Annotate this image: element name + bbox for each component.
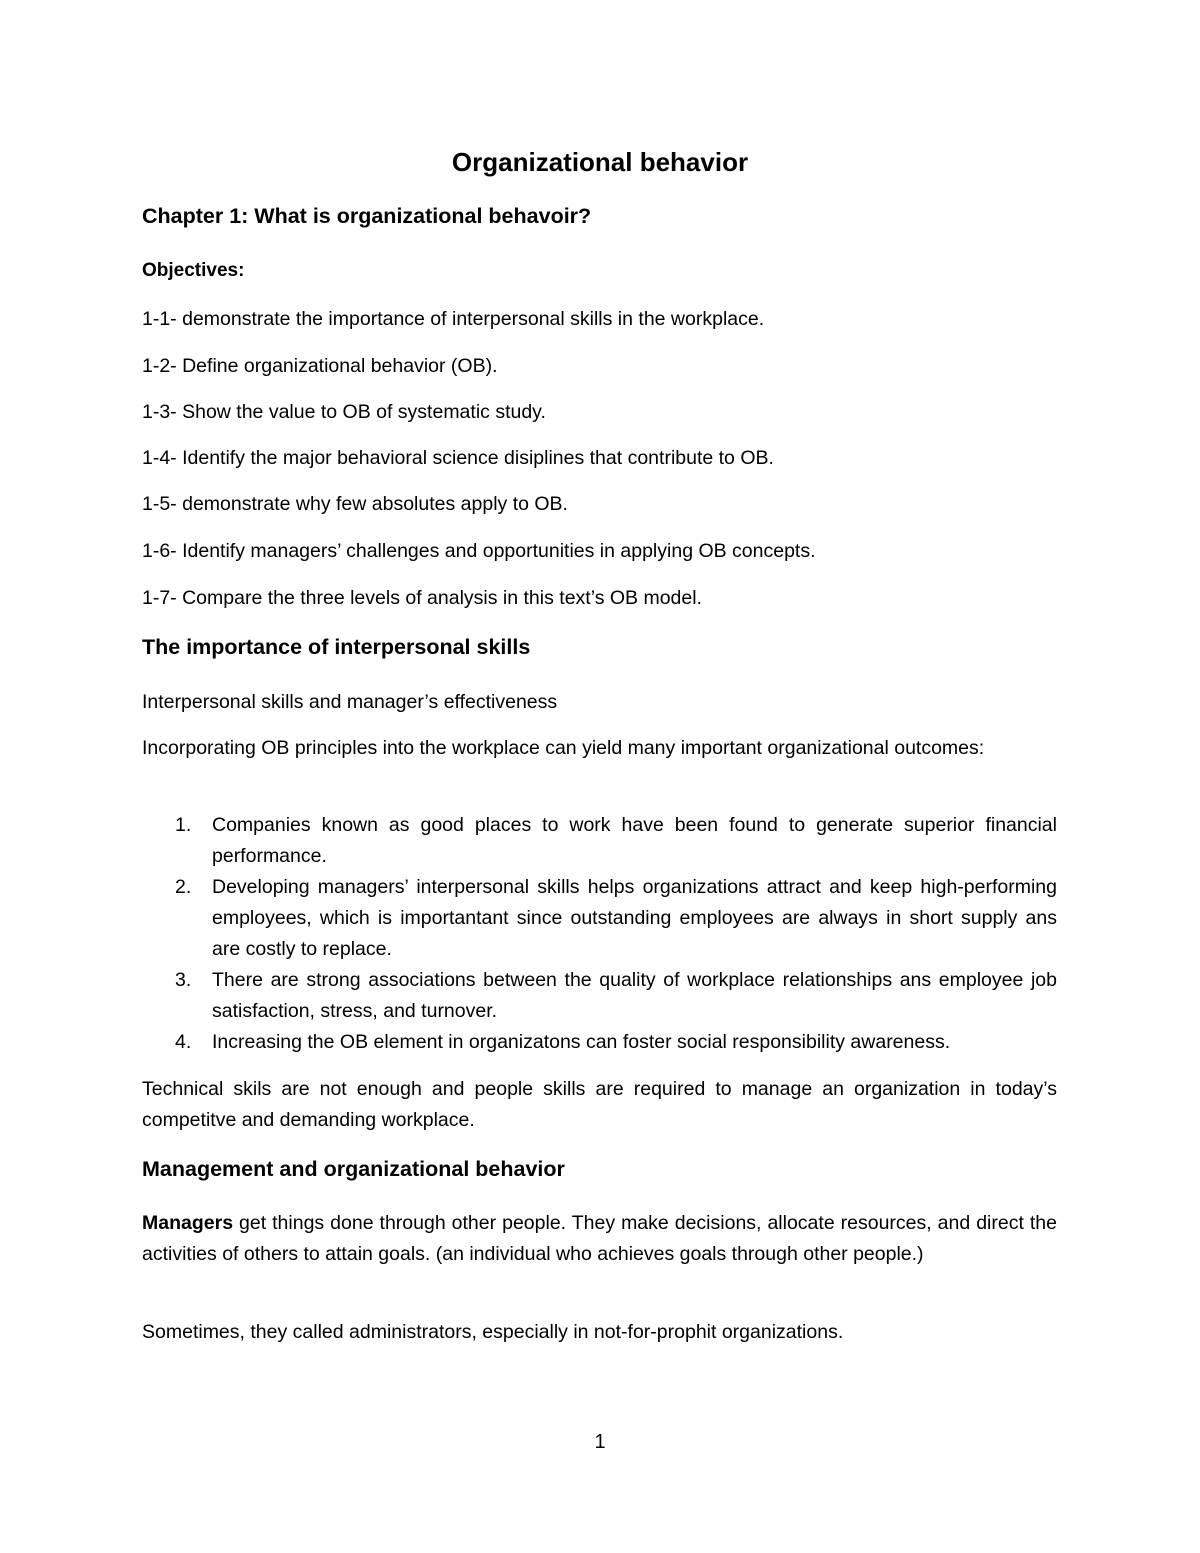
objective-item: 1-4- Identify the major behavioral science disiplines that contribute to OB. bbox=[142, 447, 774, 469]
section-subheading: Interpersonal skills and manager’s effectiveness bbox=[142, 691, 558, 713]
intro-paragraph: Incorporating OB principles into the workplace can yield many important organizational outcomes: bbox=[142, 737, 985, 759]
objectives-label: Objectives: bbox=[142, 260, 245, 281]
list-item bbox=[142, 810, 1057, 872]
list-item-text: There are strong associations between the quality of workplace relationships ans employee job satisfaction, stress, and turnover. bbox=[212, 969, 1057, 1022]
outcomes-list bbox=[142, 810, 1057, 1058]
list-item-text: Increasing the OB element in organizatons can foster social responsibility awareness. bbox=[212, 1031, 951, 1053]
objective-item: 1-6- Identify managers’ challenges and opportunities in applying OB concepts. bbox=[142, 540, 816, 562]
objective-item: 1-5- demonstrate why few absolutes apply to OB. bbox=[142, 493, 568, 515]
managers-paragraph bbox=[142, 1208, 1057, 1270]
objective-item: 1-1- demonstrate the importance of interpersonal skills in the workplace. bbox=[142, 308, 765, 330]
chapter-heading: Chapter 1: What is organizational behavoir? bbox=[142, 204, 592, 228]
section-heading-interpersonal-skills: The importance of interpersonal skills bbox=[142, 635, 531, 659]
list-item-text: Developing managers’ interpersonal skills helps organizations attract and keep high-performing employees, which is importantant since outstanding employees are always in short supply ans are costly to replace. bbox=[212, 876, 1057, 960]
list-item bbox=[142, 965, 1057, 1027]
list-item-number: 3. bbox=[175, 969, 192, 991]
page-number: 1 bbox=[594, 1431, 606, 1453]
document-title: Organizational behavior bbox=[451, 147, 749, 177]
administrators-paragraph: Sometimes, they called administrators, especially in not-for-prophit organizations. bbox=[142, 1321, 844, 1343]
list-item bbox=[142, 1027, 1057, 1058]
list-item-text: Companies known as good places to work have been found to generate superior financial performance. bbox=[212, 814, 1057, 867]
conclusion-paragraph: Technical skils are not enough and people skills are required to manage an organization in today’s competitve and demanding workplace. bbox=[142, 1078, 1057, 1131]
list-item-number: 1. bbox=[175, 814, 192, 836]
objective-item: 1-7- Compare the three levels of analysis in this text’s OB model. bbox=[142, 587, 702, 609]
list-item-number: 2. bbox=[175, 876, 192, 898]
list-item-number: 4. bbox=[175, 1031, 192, 1053]
list-item bbox=[142, 872, 1057, 965]
objective-item: 1-2- Define organizational behavior (OB). bbox=[142, 355, 498, 377]
managers-definition: get things done through other people. They make decisions, allocate resources, and direct the activities of others to attain goals. (an individual who achieves goals through other people.) bbox=[142, 1212, 1057, 1265]
section-heading-management: Management and organizational behavior bbox=[142, 1157, 565, 1181]
objective-item: 1-3- Show the value to OB of systematic study. bbox=[142, 401, 546, 423]
managers-term: Managers bbox=[142, 1212, 234, 1234]
